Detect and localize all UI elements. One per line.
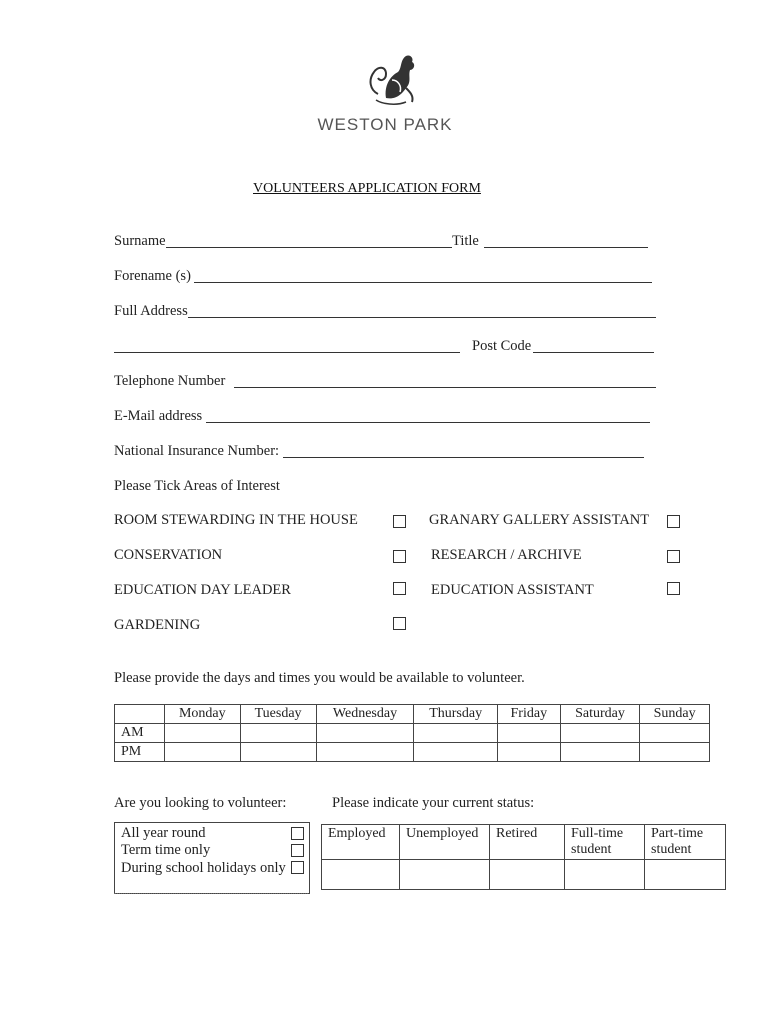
form-title: VOLUNTEERS APPLICATION FORM — [253, 181, 481, 196]
day-tuesday: Tuesday — [240, 705, 316, 724]
interests-heading: Please Tick Areas of Interest — [114, 478, 280, 494]
email-field[interactable] — [206, 422, 650, 423]
interest-label-education-assistant: EDUCATION ASSISTANT — [431, 582, 594, 598]
title-field[interactable] — [484, 247, 648, 248]
option-all-year-label: All year round — [121, 825, 206, 841]
forename-field[interactable] — [194, 282, 652, 283]
box-divider — [114, 893, 308, 894]
address-line-2-field[interactable] — [114, 352, 460, 353]
cell-pm-wednesday[interactable] — [316, 743, 414, 762]
interest-label-gardening: GARDENING — [114, 617, 201, 633]
telephone-field[interactable] — [234, 387, 656, 388]
status-prompt: Please indicate your current status: — [332, 795, 535, 811]
cell-am-monday[interactable] — [165, 724, 241, 743]
row-am: AM — [115, 724, 165, 743]
weston-park-lion-logo — [356, 50, 426, 110]
cell-pm-sunday[interactable] — [640, 743, 710, 762]
ni-label: National Insurance Number: — [114, 443, 280, 459]
looking-box — [114, 822, 310, 894]
status-table — [321, 824, 726, 890]
surname-field[interactable] — [166, 247, 452, 248]
checkbox-research-archive[interactable] — [667, 550, 680, 563]
brand-name: WESTON PARK — [317, 115, 453, 134]
forename-label: Forename (s) — [114, 268, 191, 284]
cell-pm-friday[interactable] — [497, 743, 560, 762]
postcode-field[interactable] — [533, 352, 654, 353]
ni-field[interactable] — [283, 457, 644, 458]
table-row — [322, 860, 726, 890]
cell-pm-thursday[interactable] — [414, 743, 498, 762]
checkbox-gardening[interactable] — [393, 617, 406, 630]
table-row — [115, 724, 710, 743]
checkbox-conservation[interactable] — [393, 550, 406, 563]
cell-part-time-student[interactable] — [645, 860, 726, 890]
cell-unemployed[interactable] — [400, 860, 490, 890]
cell-am-saturday[interactable] — [560, 724, 640, 743]
cell-pm-saturday[interactable] — [560, 743, 640, 762]
cell-retired[interactable] — [490, 860, 565, 890]
day-wednesday: Wednesday — [316, 705, 414, 724]
day-sunday: Sunday — [640, 705, 710, 724]
row-pm: PM — [115, 743, 165, 762]
telephone-label: Telephone Number — [114, 373, 226, 389]
status-employed: Employed — [322, 825, 400, 860]
option-school-holidays-label: During school holidays only — [121, 860, 286, 876]
looking-prompt: Are you looking to volunteer: — [114, 795, 287, 811]
availability-prompt: Please provide the days and times you would be available to volunteer. — [114, 670, 525, 686]
interest-label-room-stewarding: ROOM STEWARDING IN THE HOUSE — [114, 512, 358, 528]
interest-label-granary-gallery: GRANARY GALLERY ASSISTANT — [429, 512, 650, 528]
checkbox-term-time[interactable] — [291, 844, 304, 857]
address-field[interactable] — [188, 317, 656, 318]
cell-am-friday[interactable] — [497, 724, 560, 743]
day-saturday: Saturday — [560, 705, 640, 724]
cell-full-time-student[interactable] — [565, 860, 645, 890]
checkbox-room-stewarding[interactable] — [393, 515, 406, 528]
status-unemployed: Unemployed — [400, 825, 490, 860]
checkbox-all-year[interactable] — [291, 827, 304, 840]
cell-am-sunday[interactable] — [640, 724, 710, 743]
cell-pm-tuesday[interactable] — [240, 743, 316, 762]
status-part-time-student: Part-time student — [645, 825, 726, 860]
interest-label-education-day-leader: EDUCATION DAY LEADER — [114, 582, 291, 598]
day-friday: Friday — [497, 705, 560, 724]
day-thursday: Thursday — [414, 705, 498, 724]
address-label: Full Address — [114, 303, 188, 319]
checkbox-granary-gallery[interactable] — [667, 515, 680, 528]
cell-am-wednesday[interactable] — [316, 724, 414, 743]
table-row — [115, 705, 710, 724]
availability-table — [114, 704, 710, 762]
email-label: E-Mail address — [114, 408, 203, 424]
checkbox-education-day-leader[interactable] — [393, 582, 406, 595]
cell-employed[interactable] — [322, 860, 400, 890]
cell-am-tuesday[interactable] — [240, 724, 316, 743]
checkbox-school-holidays[interactable] — [291, 861, 304, 874]
interest-label-research-archive: RESEARCH / ARCHIVE — [431, 547, 582, 563]
cell-pm-monday[interactable] — [165, 743, 241, 762]
option-term-time-label: Term time only — [121, 842, 211, 858]
cell-am-thursday[interactable] — [414, 724, 498, 743]
title-label: Title — [452, 233, 479, 249]
postcode-label: Post Code — [472, 338, 532, 354]
surname-label: Surname — [114, 233, 166, 249]
day-monday: Monday — [165, 705, 241, 724]
table-row — [322, 825, 726, 860]
checkbox-education-assistant[interactable] — [667, 582, 680, 595]
table-row — [115, 743, 710, 762]
status-full-time-student: Full-time student — [565, 825, 645, 860]
status-retired: Retired — [490, 825, 565, 860]
table-cell-blank — [115, 705, 165, 724]
interest-label-conservation: CONSERVATION — [114, 547, 223, 563]
